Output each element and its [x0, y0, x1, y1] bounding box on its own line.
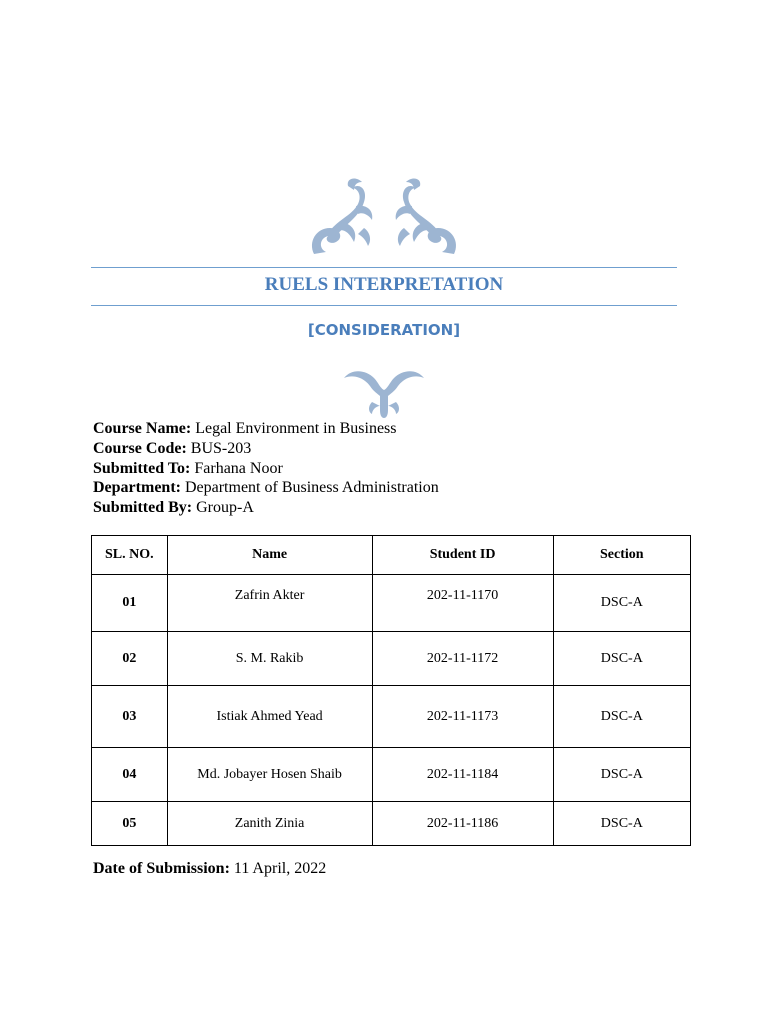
course-name-line [93, 419, 439, 439]
cell-name: Zanith Zinia [167, 802, 372, 846]
cell-name: Istiak Ahmed Yead [167, 686, 372, 748]
document-subtitle: [CONSIDERATION] [307, 321, 461, 339]
table-row [92, 632, 691, 686]
fleuron-ornament-icon [342, 366, 426, 420]
course-info [93, 419, 439, 518]
cell-student-id: 202-11-1173 [372, 686, 553, 748]
header-student-id: Student ID [372, 536, 553, 575]
course-code-value: BUS-203 [190, 439, 252, 457]
course-name-value: Legal Environment in Business [195, 420, 397, 437]
document-title: RUELS INTERPRETATION [264, 274, 504, 295]
submission-date-label: Date of Submission: [93, 860, 230, 877]
table-row [92, 575, 691, 632]
cell-section: DSC-A [553, 632, 690, 686]
submitted-by-label: Submitted By: [93, 499, 193, 517]
submitted-to-value: Farhana Noor [194, 459, 283, 477]
submitted-to-line [93, 459, 439, 479]
submission-date [93, 860, 326, 878]
department-value: Department of Business Administration [184, 479, 439, 497]
course-name-label: Course Name: [93, 420, 192, 437]
table-header-row [92, 536, 691, 575]
submission-date-value: 11 April, 2022 [233, 860, 327, 877]
bottom-rule [91, 305, 677, 306]
student-table [91, 535, 691, 846]
cell-name: Zafrin Akter [167, 575, 372, 632]
table-row [92, 802, 691, 846]
cell-sl-no: 03 [92, 686, 168, 748]
cell-section: DSC-A [553, 748, 690, 802]
cell-student-id: 202-11-1186 [372, 802, 553, 846]
cell-name: Md. Jobayer Hosen Shaib [167, 748, 372, 802]
cell-student-id: 202-11-1172 [372, 632, 553, 686]
submitted-by-value: Group-A [196, 499, 254, 517]
submitted-to-label: Submitted To: [93, 459, 191, 477]
course-code-line [93, 439, 439, 459]
cell-name: S. M. Rakib [167, 632, 372, 686]
cell-section: DSC-A [553, 802, 690, 846]
cell-sl-no: 01 [92, 575, 168, 632]
cell-sl-no: 05 [92, 802, 168, 846]
table-row [92, 748, 691, 802]
cell-section: DSC-A [553, 575, 690, 632]
header-name: Name [167, 536, 372, 575]
header-sl-no: SL. NO. [92, 536, 168, 575]
department-label: Department: [93, 479, 181, 497]
cell-section: DSC-A [553, 686, 690, 748]
submitted-by-line [93, 498, 439, 518]
cell-student-id: 202-11-1184 [372, 748, 553, 802]
top-rule [91, 267, 677, 268]
department-line [93, 478, 439, 498]
cell-sl-no: 04 [92, 748, 168, 802]
table-row [92, 686, 691, 748]
cell-sl-no: 02 [92, 632, 168, 686]
cell-student-id: 202-11-1170 [372, 575, 553, 632]
course-code-label: Course Code: [93, 439, 187, 457]
floral-ornament-icon [306, 176, 462, 258]
header-section: Section [553, 536, 690, 575]
